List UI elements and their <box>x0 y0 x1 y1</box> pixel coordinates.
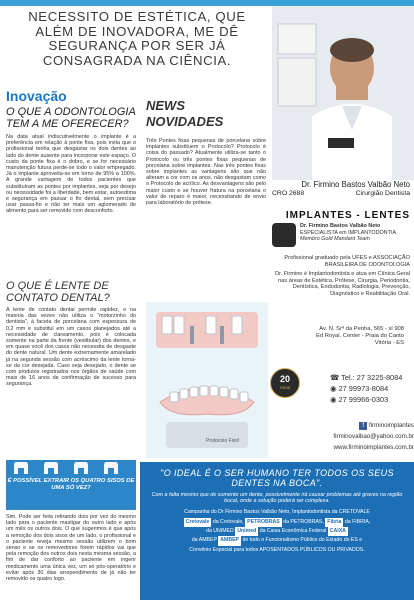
banner-l2: Cretovale da Cretovale, PETROBRAS da PETROBRAS, Fibria da FIBRIA, <box>144 518 410 527</box>
brand-sub-3: Membro Gold Mandant Team <box>300 236 370 243</box>
cretovale-logo: Cretovale <box>184 518 212 527</box>
news-subtitle: NOVIDADES <box>146 114 224 129</box>
campaign-banner <box>140 462 414 600</box>
address-line-3: Vitória - ES <box>374 340 404 347</box>
doctor-prof: Profissional graduado pela UFES e ASSOCIAÇÃO BRASILEIRA DE ODONTOLOGIA <box>284 255 410 268</box>
doctor-info <box>272 180 410 198</box>
lente-section <box>6 280 136 388</box>
sisos-answer-section <box>6 514 136 582</box>
address-block <box>284 326 404 348</box>
banner-l4: da AMBEP AMBEP de todo o Funcionalismo Público do Estado do ES e <box>144 536 410 545</box>
news-section <box>146 98 266 206</box>
banner-sub: Com a falta mesmo que de somente um dente, possivelmente irá causar problemas até graves na região bucal, onde a solução poderá ser complexa. <box>151 492 403 505</box>
years-number: 20 <box>279 374 290 384</box>
news-body: Três Pontes fixas pequenas de porcelana sobre implantes substituem o Protocolo? Protocolo é coisa do passado? Atualmente utiliza-se tanto o Protocolo ou três pontes fixas pequenas de porcelana sobre implantes. Nas três pontes fixas sobre implantes as vantagens são que não alteram a cor com os anos, não desgastam como o Protocolo de acrílico. As desvantagens são pelo maior custo e se houver fratura na porcelana o valor de reparo é maior, necessitando de envio para laboratório de prótese. <box>146 138 266 207</box>
brand-title: IMPLANTES - LENTES <box>285 210 410 221</box>
facebook-icon: f <box>359 422 367 430</box>
banner-quote: "O IDEAL É O SER HUMANO TER TODOS OS SEUS DENTES NA BOCA". <box>160 468 394 488</box>
contact-block <box>276 420 414 453</box>
brand-sub-1: Dr. Firmino Bastos Valbão Neto <box>300 223 381 229</box>
doctor-meta <box>272 189 410 198</box>
years-label: Anos <box>279 385 291 390</box>
banner-l3: da UNIMED Unimed da Caixa Econômica Federal CAIXA <box>144 527 410 536</box>
address-line-1: Av. N. Srª da Penha, 565 - sl 908 <box>319 326 404 332</box>
petrobras-logo: PETROBRAS <box>245 518 282 527</box>
inovacao-question: O QUE A ODONTOLOGIA TEM A ME OFERECER? <box>6 106 136 130</box>
sisos-question: É POSSÍVEL EXTRAIR OS QUATRO SISOS DE UMA SÓ VEZ? <box>7 478 135 491</box>
doctor-photo <box>272 6 414 180</box>
phones-block <box>330 372 410 405</box>
phone-3[interactable]: ◉ 27 99966-0303 <box>330 395 389 404</box>
inovacao-body: Na data atual indiscutivelmente o implante é a preferência em relação à ponte fixa, pois evita que o profissional tenha que desgastar os dois dentes ao lado do dente ausente para incorporar este espaço. O custo da ponte fixa é o dobro, e se for necessário manutenção futura perde-se todo o valor empregado. Já o implante aproveita-se em torno de 95% a 100%. A grande vantagem de todos pacientes que substituíram as pontes por implantes, seja por desejo ou necessidade foi a liberdade, bem estar, autoestima e segurança em passar o fio dental, sem precisar usar passa-fio e não ter mais um aglomerado de alimento para ser removido com desconforto. <box>6 134 136 215</box>
ambep-logo: AMBEP <box>218 536 241 545</box>
unimed-logo: Unimed <box>235 527 258 536</box>
whatsapp-icon: ◉ <box>330 384 339 393</box>
doctor-cro: CRO 2688 <box>272 190 305 197</box>
brand-block <box>272 223 410 247</box>
brand-sub-2: ESPECIALISTA em IMPLANTODONTIA <box>300 229 396 236</box>
fibria-logo: Fibria <box>325 518 343 527</box>
heading-line-4: CONSAGRADA NA CIÊNCIA. <box>42 52 232 68</box>
sisos-answer: Sim. Pode ser feita retirando dois por vez do mesmo lado para o paciente mastigar do outro lado e após um mês os outros dois. O que sugerimos é que após a remoção dos dois sisos de um lado, o profissional e o paciente reveja mesmo sessão utilizem o bom senso e se os removedores forem rápidos vai que pela remoção dos outros dois nesta mesma sessão, a fim de dar conforto ao paciente em ingerir medicamento uma única vez, um só pós-operatório e evitar após 30 dias arrependimento de já não ter removido os quatro logo. <box>6 514 136 583</box>
doctor-profile <box>272 255 410 298</box>
banner-l1: Campanha do Dr Firmino Bastos Valbão Neto, Implantodontista da CRETOVALE <box>184 509 370 516</box>
phone-2[interactable]: ◉ 27 99973-8084 <box>330 384 389 393</box>
teeth-icon <box>6 460 136 478</box>
inovacao-title: Inovação <box>6 88 67 104</box>
address-line-2: Ed Royal. Center - Praia do Canto <box>316 333 404 340</box>
dental-illustration <box>146 302 268 458</box>
banner-campaign <box>144 508 410 554</box>
doctor-title: Cirurgião Dentista <box>355 190 410 197</box>
facebook-link[interactable]: f firminoimplantes <box>276 420 414 431</box>
email-link[interactable]: firminovalbao@yahoo.com.br <box>333 433 414 440</box>
years-badge <box>270 368 300 398</box>
doctor-desc: Dr. Firmino é Implantodontista e atua em Clínica Geral nas áreas de Estética, Prótese, Cirurgia, Periodontia, Dentística, Endodontia, Radiologia, Prevenção, Diagnóstico e Reabilitação Oral. <box>275 271 410 297</box>
phone-icon: ☎ <box>330 373 342 382</box>
lente-body: A lente de contato dental permite rapidez, e na maioria das vezes não utiliza o "motorzinho do dentista", à faceta de porcelana com espessura de 0,2 mm e substitui em um casos planejados até a necessidade de clareamento, pois é colocada somente na parte da frente (vestibular) dos dentes, e em quase você dos casos não necessita de desgaste do dente natural. Um dente extremamente amarelado já na segunda sessão com acréscimo da lente torna-se da cor desejada. Caso seja desejado, o dente se com produtos registrados nos órgãos de saúde com mais de 16 anos de confirmação de sucesso para segurança. <box>6 307 136 388</box>
heading-line-3: SEGURANÇA POR SER JÁ <box>48 38 226 54</box>
phone-1[interactable]: ☎ Tel.: 27 3225-8084 <box>330 373 403 382</box>
banner-l5: Convênio Especial para todos APOSENTADOS PÚBLICOS OU PRIVADOS. <box>189 546 365 553</box>
sisos-band <box>6 460 136 510</box>
illustration-caption: Protocolo Fixo! <box>206 438 240 444</box>
whatsapp-icon-2: ◉ <box>330 395 339 404</box>
heading-line-1: NECESSITO DE ESTÉTICA, QUE <box>28 9 246 24</box>
news-title: NEWS <box>146 98 185 113</box>
inovacao-section <box>6 88 136 215</box>
website-link[interactable]: www.firminoimplantes.com.br <box>333 444 414 451</box>
page-heading <box>6 10 268 68</box>
tooth-logo-icon <box>272 223 296 247</box>
doctor-name: Dr. Firmino Bastos Valbão Neto <box>301 180 410 189</box>
caixa-logo: CAIXA <box>328 527 348 536</box>
heading-line-2: ALÉM DE INOVADORA, ME DÊ <box>35 23 239 39</box>
lente-question: O QUE É LENTE DE CONTATO DENTAL? <box>6 280 110 304</box>
